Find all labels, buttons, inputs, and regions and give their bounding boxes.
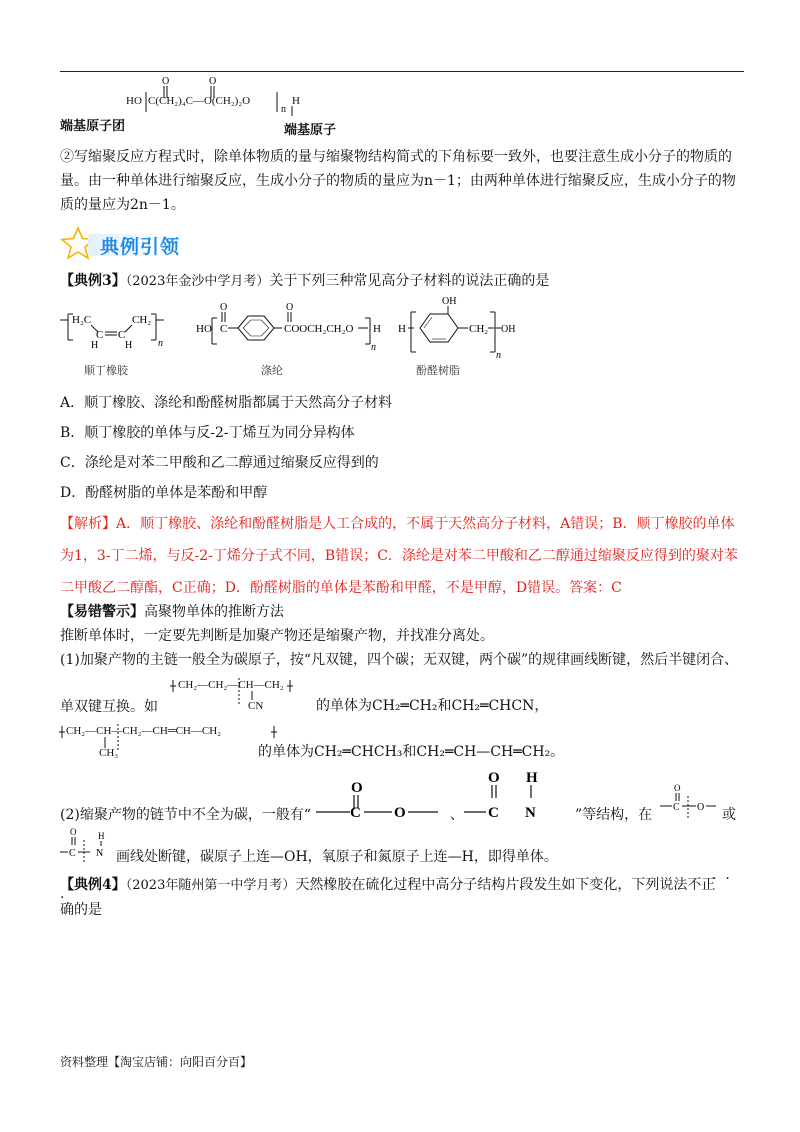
svg-text:n: n bbox=[371, 342, 376, 353]
ester-group bbox=[316, 780, 438, 821]
warning-intro: 推断单体时，一定要先判断是加聚产物还是缩聚产物，并找准分离处。 bbox=[60, 628, 494, 644]
emphasis-dot-2: · bbox=[60, 890, 65, 906]
svg-text:N: N bbox=[96, 848, 104, 859]
amide-group bbox=[464, 770, 538, 821]
example4-source: （2023年随州第一中学月考） bbox=[125, 878, 296, 893]
svg-text:O: O bbox=[70, 827, 77, 837]
svg-text:O: O bbox=[697, 802, 705, 813]
note2-line2: 量。由一种单体进行缩聚反应，生成小分子的物质的量应为n－1；由两种单体进行缩聚反应，生成小分子的物 bbox=[60, 173, 736, 189]
warning-p2-line2: 画线处断键，碳原子上连—OH，氧原子和氮原子上连—H，即得单体。 bbox=[116, 849, 558, 865]
warning-title: 高聚物单体的推断方法 bbox=[144, 604, 284, 620]
subscript-n: n bbox=[281, 104, 286, 115]
svg-text:C: C bbox=[350, 805, 361, 821]
svg-text:CH₂: CH₂ bbox=[469, 323, 489, 335]
svg-text:CH₂: CH₂ bbox=[132, 314, 152, 326]
emphasis-dots: · · bbox=[712, 871, 730, 887]
svg-text:OH: OH bbox=[442, 296, 457, 307]
cis-polybutadiene-structure bbox=[60, 314, 164, 351]
example4-stem-2: 确的是 bbox=[60, 902, 102, 918]
svg-text:C: C bbox=[69, 848, 76, 859]
svg-text:n: n bbox=[496, 350, 501, 361]
svg-text:C: C bbox=[488, 805, 499, 821]
header-rule bbox=[60, 71, 744, 72]
poly1-chain: CH₂—CH₂—CH—CH₂ bbox=[178, 679, 284, 691]
caption-rubber: 顺丁橡胶 bbox=[84, 364, 128, 377]
svg-text:O: O bbox=[286, 302, 294, 313]
caption-pet: 涤纶 bbox=[261, 364, 283, 377]
end-group-ho: HO bbox=[126, 95, 142, 107]
svg-text:O: O bbox=[394, 805, 406, 821]
svg-text:C: C bbox=[118, 329, 126, 341]
svg-text:COOCH₂CH₂O: COOCH₂CH₂O bbox=[284, 323, 354, 335]
svg-text:O: O bbox=[220, 302, 228, 313]
example3-question bbox=[60, 272, 549, 291]
ester-cut-diagram bbox=[658, 782, 722, 822]
repeat-unit: C(CH₂)₄C—O(CH₂)₂O bbox=[148, 95, 251, 107]
poly1-monomers: 的单体为CH₂═CH₂和CH₂═CHCN， bbox=[316, 698, 549, 714]
poly2-chain: CH₂—CH—CH₂—CH═CH—CH₂ bbox=[66, 725, 221, 737]
svg-text:HO: HO bbox=[196, 323, 212, 335]
poly2-substituent: CH₃ bbox=[99, 747, 119, 759]
warning-p1-line2-prefix: 单双键互换。如 bbox=[60, 699, 158, 715]
note2-line1: ②写缩聚反应方程式时，除单体物质的量与缩聚物结构简式的下角标要一致外，也要注意生成小分子的物质的 bbox=[60, 149, 732, 165]
svg-text:H: H bbox=[373, 323, 381, 335]
poly1-substituent: CN bbox=[248, 700, 264, 712]
svg-text:O: O bbox=[162, 76, 170, 87]
poly2-monomers: 的单体为CH₂═CHCH₃和CH₂═CH—CH═CH₂。 bbox=[258, 744, 565, 760]
option-d: D．酚醛树脂的单体是苯酚和甲醇 bbox=[60, 485, 268, 501]
warning-p1-line1: (1)加聚产物的主链一般全为碳原子，按“凡双键，四个碳；无双键，两个碳”的规律画线断键，然后半键闭合、 bbox=[60, 652, 739, 668]
warning-p2-prefix: (2)缩聚产物的链节中不全为碳，一般有“ bbox=[60, 807, 311, 823]
section-title: 典例引领 bbox=[100, 236, 181, 258]
amide-cut-diagram bbox=[60, 826, 122, 866]
example4-question bbox=[60, 876, 715, 895]
example4-tag: 【典例4】 bbox=[60, 877, 126, 893]
svg-text:H: H bbox=[98, 831, 105, 841]
svg-text:O: O bbox=[488, 770, 500, 786]
pet-structure bbox=[196, 302, 381, 353]
svg-text:N: N bbox=[525, 805, 536, 821]
svg-text:OH: OH bbox=[501, 324, 516, 335]
example3-tag: 【典例3】 bbox=[60, 273, 126, 289]
analysis-line3: 二甲酸乙二醇酯，C正确；D．酚醛树脂的单体是苯酚和甲醛，不是甲醇，D错误。答案：C bbox=[60, 580, 622, 596]
svg-text:O: O bbox=[351, 780, 363, 796]
end-group-h: H bbox=[292, 95, 300, 107]
analysis-line2: 为1，3-丁二烯，与反-2-丁烯分子式不同，B错误；C．涤纶是对苯二甲酸和乙二醇通过缩聚反应得到的聚对苯 bbox=[60, 548, 738, 564]
warning-tag: 【易错警示】 bbox=[60, 604, 144, 620]
svg-text:H: H bbox=[398, 323, 406, 335]
phenolic-resin-structure bbox=[398, 296, 515, 361]
ester-amide-groups bbox=[314, 768, 574, 828]
option-c: C．涤纶是对苯二甲酸和乙二醇通过缩聚反应得到的 bbox=[60, 455, 379, 471]
svg-text:O: O bbox=[674, 783, 681, 793]
svg-text:H₂C: H₂C bbox=[72, 314, 92, 326]
label-end-atom: 端基原子 bbox=[284, 123, 337, 138]
footer-credit: 资料整理【淘宝店铺：向阳百分百】 bbox=[60, 1055, 253, 1069]
svg-text:H: H bbox=[125, 340, 133, 351]
example3-stem: 关于下列三种常见高分子材料的说法正确的是 bbox=[269, 273, 550, 289]
example3-source: （2023年金沙中学月考） bbox=[125, 274, 270, 289]
example4-stem: 天然橡胶在硫化过程中高分子结构片段发生如下变化，下列说法不正 bbox=[295, 877, 716, 893]
note2-line3: 质的量应为2n－1。 bbox=[60, 197, 185, 213]
svg-text:n: n bbox=[158, 338, 163, 349]
svg-text:H: H bbox=[91, 340, 99, 351]
svg-text:C: C bbox=[673, 802, 680, 813]
warning-heading bbox=[60, 603, 284, 621]
caption-phenolic: 酚醛树脂 bbox=[416, 364, 460, 377]
option-b: B．顺丁橡胶的单体与反-2-丁烯互为同分异构体 bbox=[60, 425, 355, 441]
option-a: A．顺丁橡胶、涤纶和酚醛树脂都属于天然高分子材料 bbox=[60, 395, 393, 411]
svg-text:C: C bbox=[220, 323, 228, 335]
label-end-group: 端基原子团 bbox=[60, 119, 126, 134]
svg-text:C: C bbox=[96, 329, 104, 341]
analysis-line1: 【解析】A．顺丁橡胶、涤纶和酚醛树脂是人工合成的，不属于天然高分子材料，A错误；B．顺丁橡胶的单体 bbox=[60, 516, 735, 532]
warning-p2-separator: 、 bbox=[450, 807, 464, 823]
warning-p2-or: 或 bbox=[722, 807, 736, 823]
warning-p2-mid: ”等结构，在 bbox=[575, 807, 653, 823]
svg-text:O: O bbox=[209, 76, 217, 87]
svg-text:H: H bbox=[526, 770, 538, 786]
